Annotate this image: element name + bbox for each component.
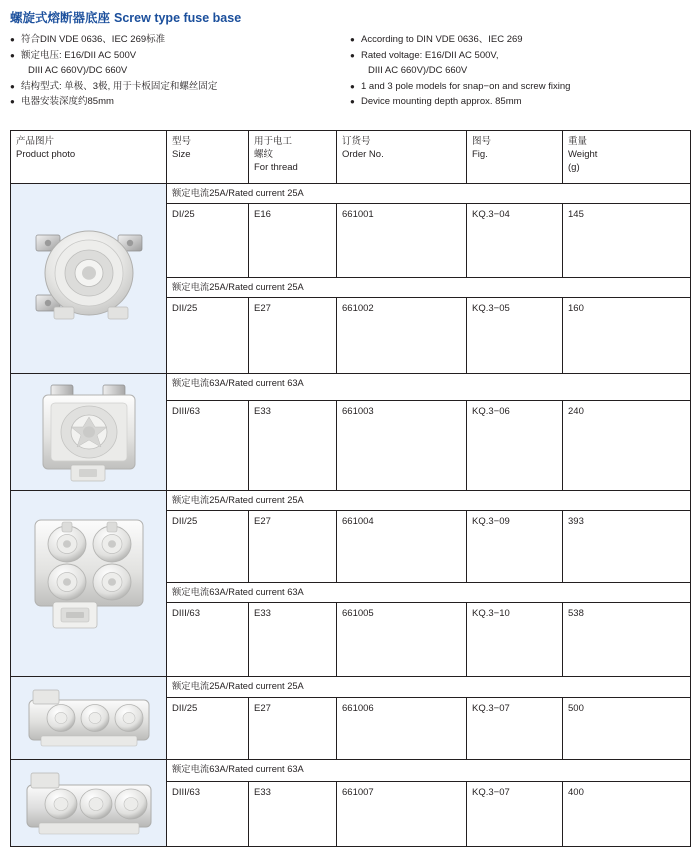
header-cn: 重量 — [568, 136, 588, 147]
cell-fig: KQ.3−07 — [467, 698, 563, 760]
rated-current-label: 额定电流25A/Rated current 25A — [167, 184, 691, 204]
cell-weight: 500 — [563, 698, 691, 760]
cell-size: DII/25 — [167, 511, 249, 583]
rated-current-row — [11, 491, 691, 511]
cell-thread: E27 — [249, 511, 337, 583]
cell-order-no: 661003 — [337, 400, 467, 490]
specs-column-english — [350, 32, 695, 110]
cell-fig: KQ.3−09 — [467, 511, 563, 583]
rated-current-row — [11, 184, 691, 204]
cell-weight: 538 — [563, 603, 691, 677]
header-cn: 订货号 — [342, 136, 371, 147]
cell-fig: KQ.3−05 — [467, 298, 563, 374]
product-photo-round-single — [11, 184, 167, 374]
page-title — [10, 8, 241, 26]
cell-weight: 400 — [563, 782, 691, 847]
fuse-base-triple-large-image — [19, 763, 159, 843]
cell-size: DIII/63 — [167, 400, 249, 490]
spec-line-continuation — [10, 63, 350, 79]
rated-current-label: 额定电流63A/Rated current 63A — [167, 583, 691, 603]
specs-column-chinese — [10, 32, 350, 110]
product-photo-double — [11, 491, 167, 677]
cell-size: DIII/63 — [167, 603, 249, 677]
product-photo-triple-large — [11, 760, 167, 847]
page-title-en: Screw type fuse base — [114, 11, 242, 25]
spec-text: DIII AC 660V)/DC 660V — [368, 65, 468, 76]
bullet-icon: ● — [10, 97, 15, 106]
bullet-icon: ● — [10, 81, 15, 91]
cell-order-no: 661007 — [337, 782, 467, 847]
cell-size: DII/25 — [167, 698, 249, 760]
header-fig — [467, 131, 563, 184]
cell-order-no: 661005 — [337, 603, 467, 677]
rated-current-label: 额定电流25A/Rated current 25A — [167, 677, 691, 698]
rated-current-label: 额定电流25A/Rated current 25A — [167, 278, 691, 298]
spec-line — [10, 32, 350, 48]
fuse-base-double-image — [19, 494, 159, 644]
header-en: Product photo — [16, 149, 76, 160]
rated-current-row — [11, 760, 691, 782]
cell-weight: 393 — [563, 511, 691, 583]
bullet-icon: ● — [350, 35, 355, 44]
cell-thread: E27 — [249, 298, 337, 374]
header-cn: 用于电工 — [254, 136, 293, 147]
cell-thread: E33 — [249, 603, 337, 677]
rated-current-label: 额定电流63A/Rated current 63A — [167, 760, 691, 782]
cell-fig: KQ.3−07 — [467, 782, 563, 847]
spec-text: 电器安装深度约85mm — [21, 96, 114, 107]
product-photo-triple-small — [11, 677, 167, 760]
cell-weight: 240 — [563, 400, 691, 490]
cell-thread: E27 — [249, 698, 337, 760]
header-thread — [249, 131, 337, 184]
spec-line — [10, 48, 350, 64]
cell-weight: 145 — [563, 204, 691, 278]
spec-text: 符合DIN VDE 0636、IEC 269标准 — [21, 34, 166, 45]
cell-weight: 160 — [563, 298, 691, 374]
spec-text: According to DIN VDE 0636、IEC 269 — [361, 34, 523, 45]
rated-current-row — [11, 677, 691, 698]
table-header — [11, 131, 691, 184]
spec-text: 1 and 3 pole models for snap−on and screw fixing — [361, 80, 571, 92]
cell-size: DII/25 — [167, 298, 249, 374]
cell-size: DIII/63 — [167, 782, 249, 847]
header-en: Weight — [568, 149, 598, 160]
header-unit: (g) — [568, 162, 580, 173]
bullet-icon: ● — [350, 97, 355, 106]
rated-current-row — [11, 374, 691, 401]
spec-line — [10, 79, 350, 95]
cell-thread: E33 — [249, 782, 337, 847]
table-header-row — [11, 131, 691, 184]
cell-fig: KQ.3−04 — [467, 204, 563, 278]
rated-current-label: 额定电流63A/Rated current 63A — [167, 374, 691, 401]
specification-list — [10, 32, 690, 122]
fuse-base-square-single-image — [29, 377, 149, 487]
spec-line — [350, 32, 695, 48]
spec-text: 结构型式: 单极、3极, 用于卡板固定和螺丝固定 — [21, 80, 218, 92]
spec-text: DIII AC 660V)/DC 660V — [28, 65, 128, 76]
bullet-icon: ● — [350, 50, 355, 60]
header-cn2: 螺纹 — [254, 149, 274, 160]
fuse-base-round-single-image — [24, 187, 154, 357]
cell-fig: KQ.3−06 — [467, 400, 563, 490]
header-cn: 型号 — [172, 136, 192, 147]
header-en: For thread — [254, 162, 298, 173]
header-weight — [563, 131, 691, 184]
fuse-base-triple-small-image — [19, 680, 159, 756]
spec-line — [10, 94, 350, 110]
product-photo-square-single — [11, 374, 167, 491]
spec-text: 额定电压: E16/DII AC 500V — [21, 49, 137, 61]
header-order-no — [337, 131, 467, 184]
header-cn: 图号 — [472, 136, 492, 147]
product-table — [10, 130, 691, 847]
cell-size: DI/25 — [167, 204, 249, 278]
spec-text: Rated voltage: E16/DII AC 500V, — [361, 49, 499, 61]
cell-fig: KQ.3−10 — [467, 603, 563, 677]
page-title-cn: 螺旋式熔断器底座 — [10, 11, 111, 25]
cell-order-no: 661002 — [337, 298, 467, 374]
header-cn: 产品图片 — [16, 136, 55, 147]
cell-order-no: 661004 — [337, 511, 467, 583]
header-en: Fig. — [472, 149, 488, 160]
header-en: Order No. — [342, 149, 384, 160]
header-size — [167, 131, 249, 184]
bullet-icon: ● — [10, 50, 15, 60]
header-en: Size — [172, 149, 191, 160]
cell-thread: E33 — [249, 400, 337, 490]
spec-line — [350, 48, 695, 64]
bullet-icon: ● — [350, 81, 355, 91]
header-product-photo — [11, 131, 167, 184]
bullet-icon: ● — [10, 35, 15, 44]
rated-current-label: 额定电流25A/Rated current 25A — [167, 491, 691, 511]
spec-line — [350, 79, 695, 95]
cell-order-no: 661006 — [337, 698, 467, 760]
cell-thread: E16 — [249, 204, 337, 278]
table-body — [11, 184, 691, 847]
cell-order-no: 661001 — [337, 204, 467, 278]
spec-line-continuation — [350, 63, 695, 79]
spec-text: Device mounting depth approx. 85mm — [361, 96, 522, 107]
spec-line — [350, 94, 695, 110]
